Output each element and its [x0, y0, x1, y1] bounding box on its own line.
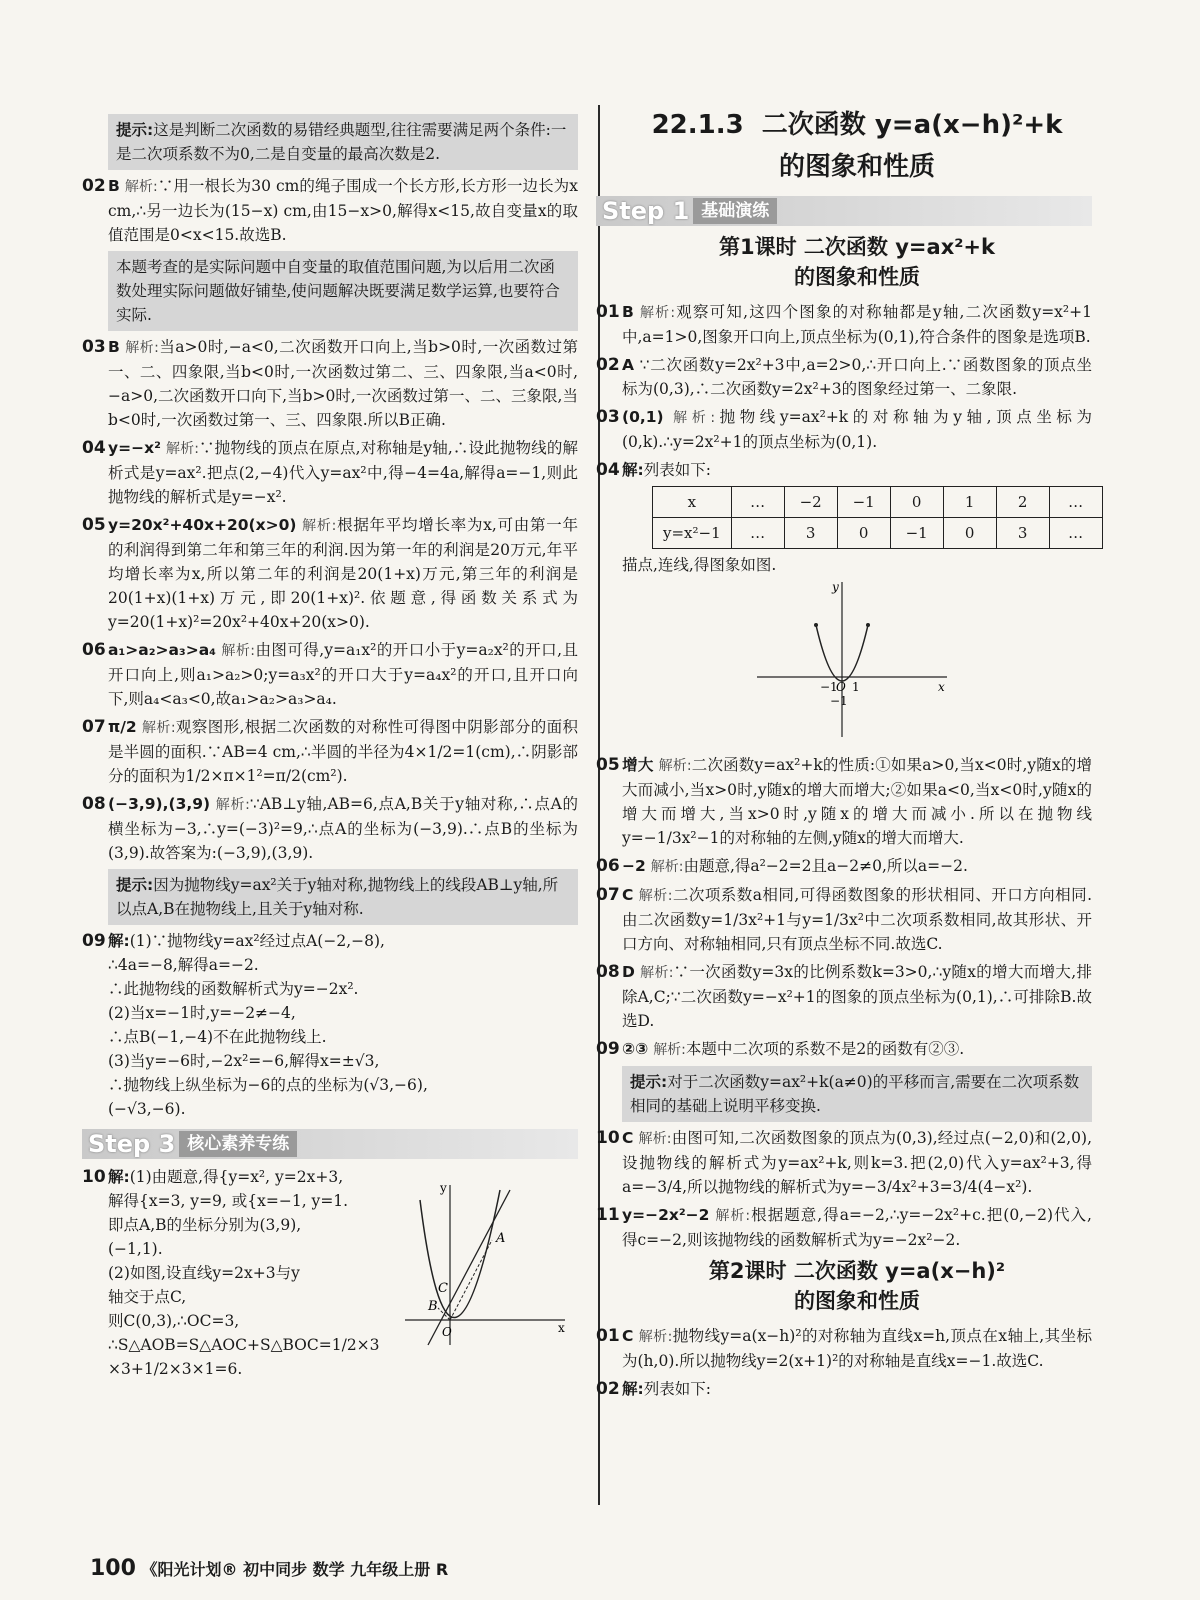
step3-banner: Step 3 核心素养专练 [82, 1129, 578, 1159]
answer-r06: 06 −2 解析:由题意,得a²−2=2且a−2≠0,所以a=−2. [596, 856, 968, 876]
brand-logo: 《阳光计划® [141, 1560, 238, 1579]
line-y2x3 [428, 1190, 510, 1345]
tip-box: 提示:因为抛物线y=ax²关于y轴对称,抛物线上的线段AB⊥y轴,所以点A,B在抛物线上,且关于y轴对称. [108, 869, 578, 925]
figure-q10-graph [400, 1180, 570, 1350]
point [866, 623, 870, 627]
answer-10: 10 解:(1)由题意,得{y=x², y=2x+3, 解得{x=3, y=9, 或{x=−1, y=1. 即点A,B的坐标分别为(3,9), (−1,1). (2)如图,设直线y=2x+3与y 轴交于点C, 则C(0,3),∴OC=3, ∴S△AOB=S△AOC+S△BOC=1/2×3 ×3+1/2×3×1=6. [82, 1167, 380, 1378]
tip-box: 提示:这是判断二次函数的易错经典题型,往往需要满足两个条件:一是二次项系数不为0,二是自变量的最高次数是2. [108, 114, 578, 170]
x-label: x [558, 1321, 565, 1335]
answer-07: 07 π/2 解析:观察图形,根据二次函数的对称性可得图中阴影部分的面积是半圆的面积.∵AB=4 cm,∴半圆的半径为4×1/2=1(cm),∴阴影部分的面积为1/2×π×1²=π/2(cm²). [82, 717, 579, 785]
point-B-label: B [428, 1299, 438, 1314]
point-A-label: A [496, 1231, 506, 1246]
tip-box: 本题考查的是实际问题中自变量的取值范围问题,为以后用二次函数处理实际问题做好铺垫,使问题解决既要满足数学运算,也要符合实际. [108, 251, 578, 331]
answer-r09: 09 ②③ 解析:本题中二次项的系数不是2的函数有②③. [596, 1039, 965, 1059]
right-column [596, 100, 1093, 1405]
point-C-label: C [438, 1281, 448, 1296]
figure-q04-graph [752, 577, 952, 742]
answer-r02b: 02 解:列表如下: [596, 1379, 711, 1399]
origin-label: O [836, 680, 846, 694]
answer-09: 09 解:(1)∵抛物线y=ax²经过点A(−2,−8), ∴4a=−8,解得a=−2. ∴此抛物线的函数解析式为y=−2x². (2)当x=−1时,y=−2≠−4, ∴点B(−1,−4)不在此抛物线上. (3)当y=−6时,−2x²=−6,解得x=±√3, ∴抛物线上纵坐标为−6的点的坐标为(√3,−6), (−√3,−6). [82, 931, 428, 1118]
answer-06: 06 a₁>a₂>a₃>a₄ 解析:由图可得,y=a₁x²的开口小于y=a₂x²的开口,且开口向上,则a₁>a₂>0;y=a₃x²的开口大于y=a₄x²的开口,且开口向下,则a₄<a₃<0,故a₁>a₂>a₃>a₄. [82, 640, 578, 708]
origin-label: O [442, 1325, 452, 1339]
book-title: 初中同步 数学 九年级上册 R [243, 1560, 449, 1579]
answer-r01: 01 B 解析:观察可知,这四个图象的对称轴都是y轴,二次函数y=x²+1中,a=1>0,图象开口向上,顶点坐标为(0,1),符合条件的图象是选项B. [596, 302, 1092, 346]
answer-r05: 05 增大 解析:二次函数y=ax²+k的性质:①如果a>0,当x<0时,y随x的增大而减小,当x>0时,y随x的增大而增大;②如果a<0,当x<0时,y随x的增大而增大,当x>0时,y随x的增大而减小.所以在抛物线y=−1/3x²−1的对称轴的左侧,y随x的增大而增大. [596, 755, 1093, 847]
segment-OA [450, 1240, 492, 1320]
step1-banner: Step 1 基础演练 [596, 196, 1092, 226]
lesson-1-title: 第1课时 二次函数 y=ax²+k 的图象和性质 [719, 235, 995, 289]
tip-box: 提示:对于二次函数y=ax²+k(a≠0)的平移而言,需要在二次项系数相同的基础上说明平移变换. [622, 1066, 1092, 1122]
answer-02: 02 B 解析:∵用一根长为30 cm的绳子围成一个长方形,长方形一边长为x cm,∴另一边长为(15−x) cm,由15−x>0,解得x<15,故自变量x的取值范围是0<x<15.故选B. [82, 176, 579, 244]
answer-04: 04 y=−x² 解析:∵抛物线的顶点在原点,对称轴是y轴,∴设此抛物线的解析式是y=ax².把点(2,−4)代入y=ax²中,得−4=4a,解得a=−1,则此抛物线的解析式是y=−x². [82, 438, 578, 506]
point [814, 623, 818, 627]
value-table [652, 486, 1103, 549]
answer-r07: 07 C 解析:二次项系数a相同,可得函数图象的形状相同、开口方向相同.由二次函数y=1/3x²+1与y=1/3x²中二次项系数相同,故其形状、开口方向、对称轴相同,只有顶点坐标不同.故选C. [596, 885, 1092, 953]
answer-03: 03 B 解析:当a>0时,−a<0,二次函数开口向上,当b>0时,一次函数过第一、二、四象限,当b<0时,一次函数过第二、三、四象限,当a<0时,−a>0,二次函数开口向下,当b>0时,一次函数过第一、二、三象限,当b<0时,一次函数过第一、三、四象限.所以B正确. [82, 337, 578, 429]
tick-y-neg1: −1 [830, 694, 848, 708]
answer-08: 08 (−3,9),(3,9) 解析:∵AB⊥y轴,AB=6,点A,B关于y轴对称,∴点A的横坐标为−3,∴y=(−3)²=9,∴点A的坐标为(−3,9).∴点B的坐标为(3,9).故答案为:(−3,9),(3,9). [82, 794, 578, 862]
tick-neg1: −1 [820, 680, 838, 694]
answer-05: 05 y=20x²+40x+20(x>0) 解析:根据年平均增长率为x,可由第一年的利润得到第二年和第三年的利润.因为第一年的利润是20万元,年平均增长率为x,所以第二年的利润是20(1+x)万元,第三年的利润是20(1+x)(1+x)万元,即20(1+x)².依题意,得函数关系式为y=20(1+x)²=20x²+40x+20(x>0). [82, 515, 579, 631]
answer-r01b: 01 C 解析:抛物线y=a(x−h)²的对称轴为直线x=h,顶点在x轴上,其坐标为(h,0).所以抛物线y=2(x+1)²的对称轴是直线x=−1.故选C. [596, 1326, 1093, 1370]
tick-1: 1 [852, 680, 860, 694]
y-label: y [832, 580, 839, 594]
page-footer [90, 1556, 448, 1581]
y-label: y [440, 1181, 447, 1195]
answer-r11: 11 y=−2x²−2 解析:根据题意,得a=−2,∴y=−2x²+c.把(0,−2)代入,得c=−2,则该抛物线的函数解析式为y=−2x²−2. [596, 1205, 1092, 1249]
answer-r04: 04 解:列表如下: x … −2 −1 0 1 2 … y=x²−1 … 3 0 −1 0 3 … 描点,连线,得图象如图. y x −1 O 1 −1 [622, 458, 1092, 749]
answer-r02: 02 A ∵二次函数y=2x²+3中,a=2>0,∴开口向上.∵函数图象的顶点坐标为(0,3),∴二次函数y=2x²+3的图象经过第一、二象限. [596, 355, 1092, 398]
lesson-2-title: 第2课时 二次函数 y=a(x−h)² 的图象和性质 [708, 1259, 1006, 1313]
page-number: 100 [90, 1556, 136, 1581]
x-label: x [938, 680, 945, 694]
answer-r03: 03 (0,1) 解析:抛物线y=ax²+k的对称轴为y轴,顶点坐标为(0,k).∴y=2x²+1的顶点坐标为(0,1). [596, 407, 1092, 451]
answer-r08: 08 D 解析:∵一次函数y=3x的比例系数k=3>0,∴y随x的增大而增大,排除A,C;∵二次函数y=−x²+1的图象的顶点坐标为(0,1),∴可排除B.故选D. [596, 962, 1093, 1030]
answer-r10: 10 C 解析:由图可知,二次函数图象的顶点为(0,3),经过点(−2,0)和(2,0),设抛物线的解析式为y=ax²+k,则k=3.把(2,0)代入y=ax²+3,得a=−3/4,所以抛物线的解析式为y=−3/4x²+3=3/4(4−x²). [596, 1128, 1092, 1196]
table-row: y=x²−1 … 3 0 −1 0 3 … [653, 518, 1103, 549]
section-title: 22.1.3 二次函数 y=a(x−h)²+k 的图象和性质 [651, 110, 1063, 182]
table-row: x … −2 −1 0 1 2 … [653, 487, 1103, 518]
